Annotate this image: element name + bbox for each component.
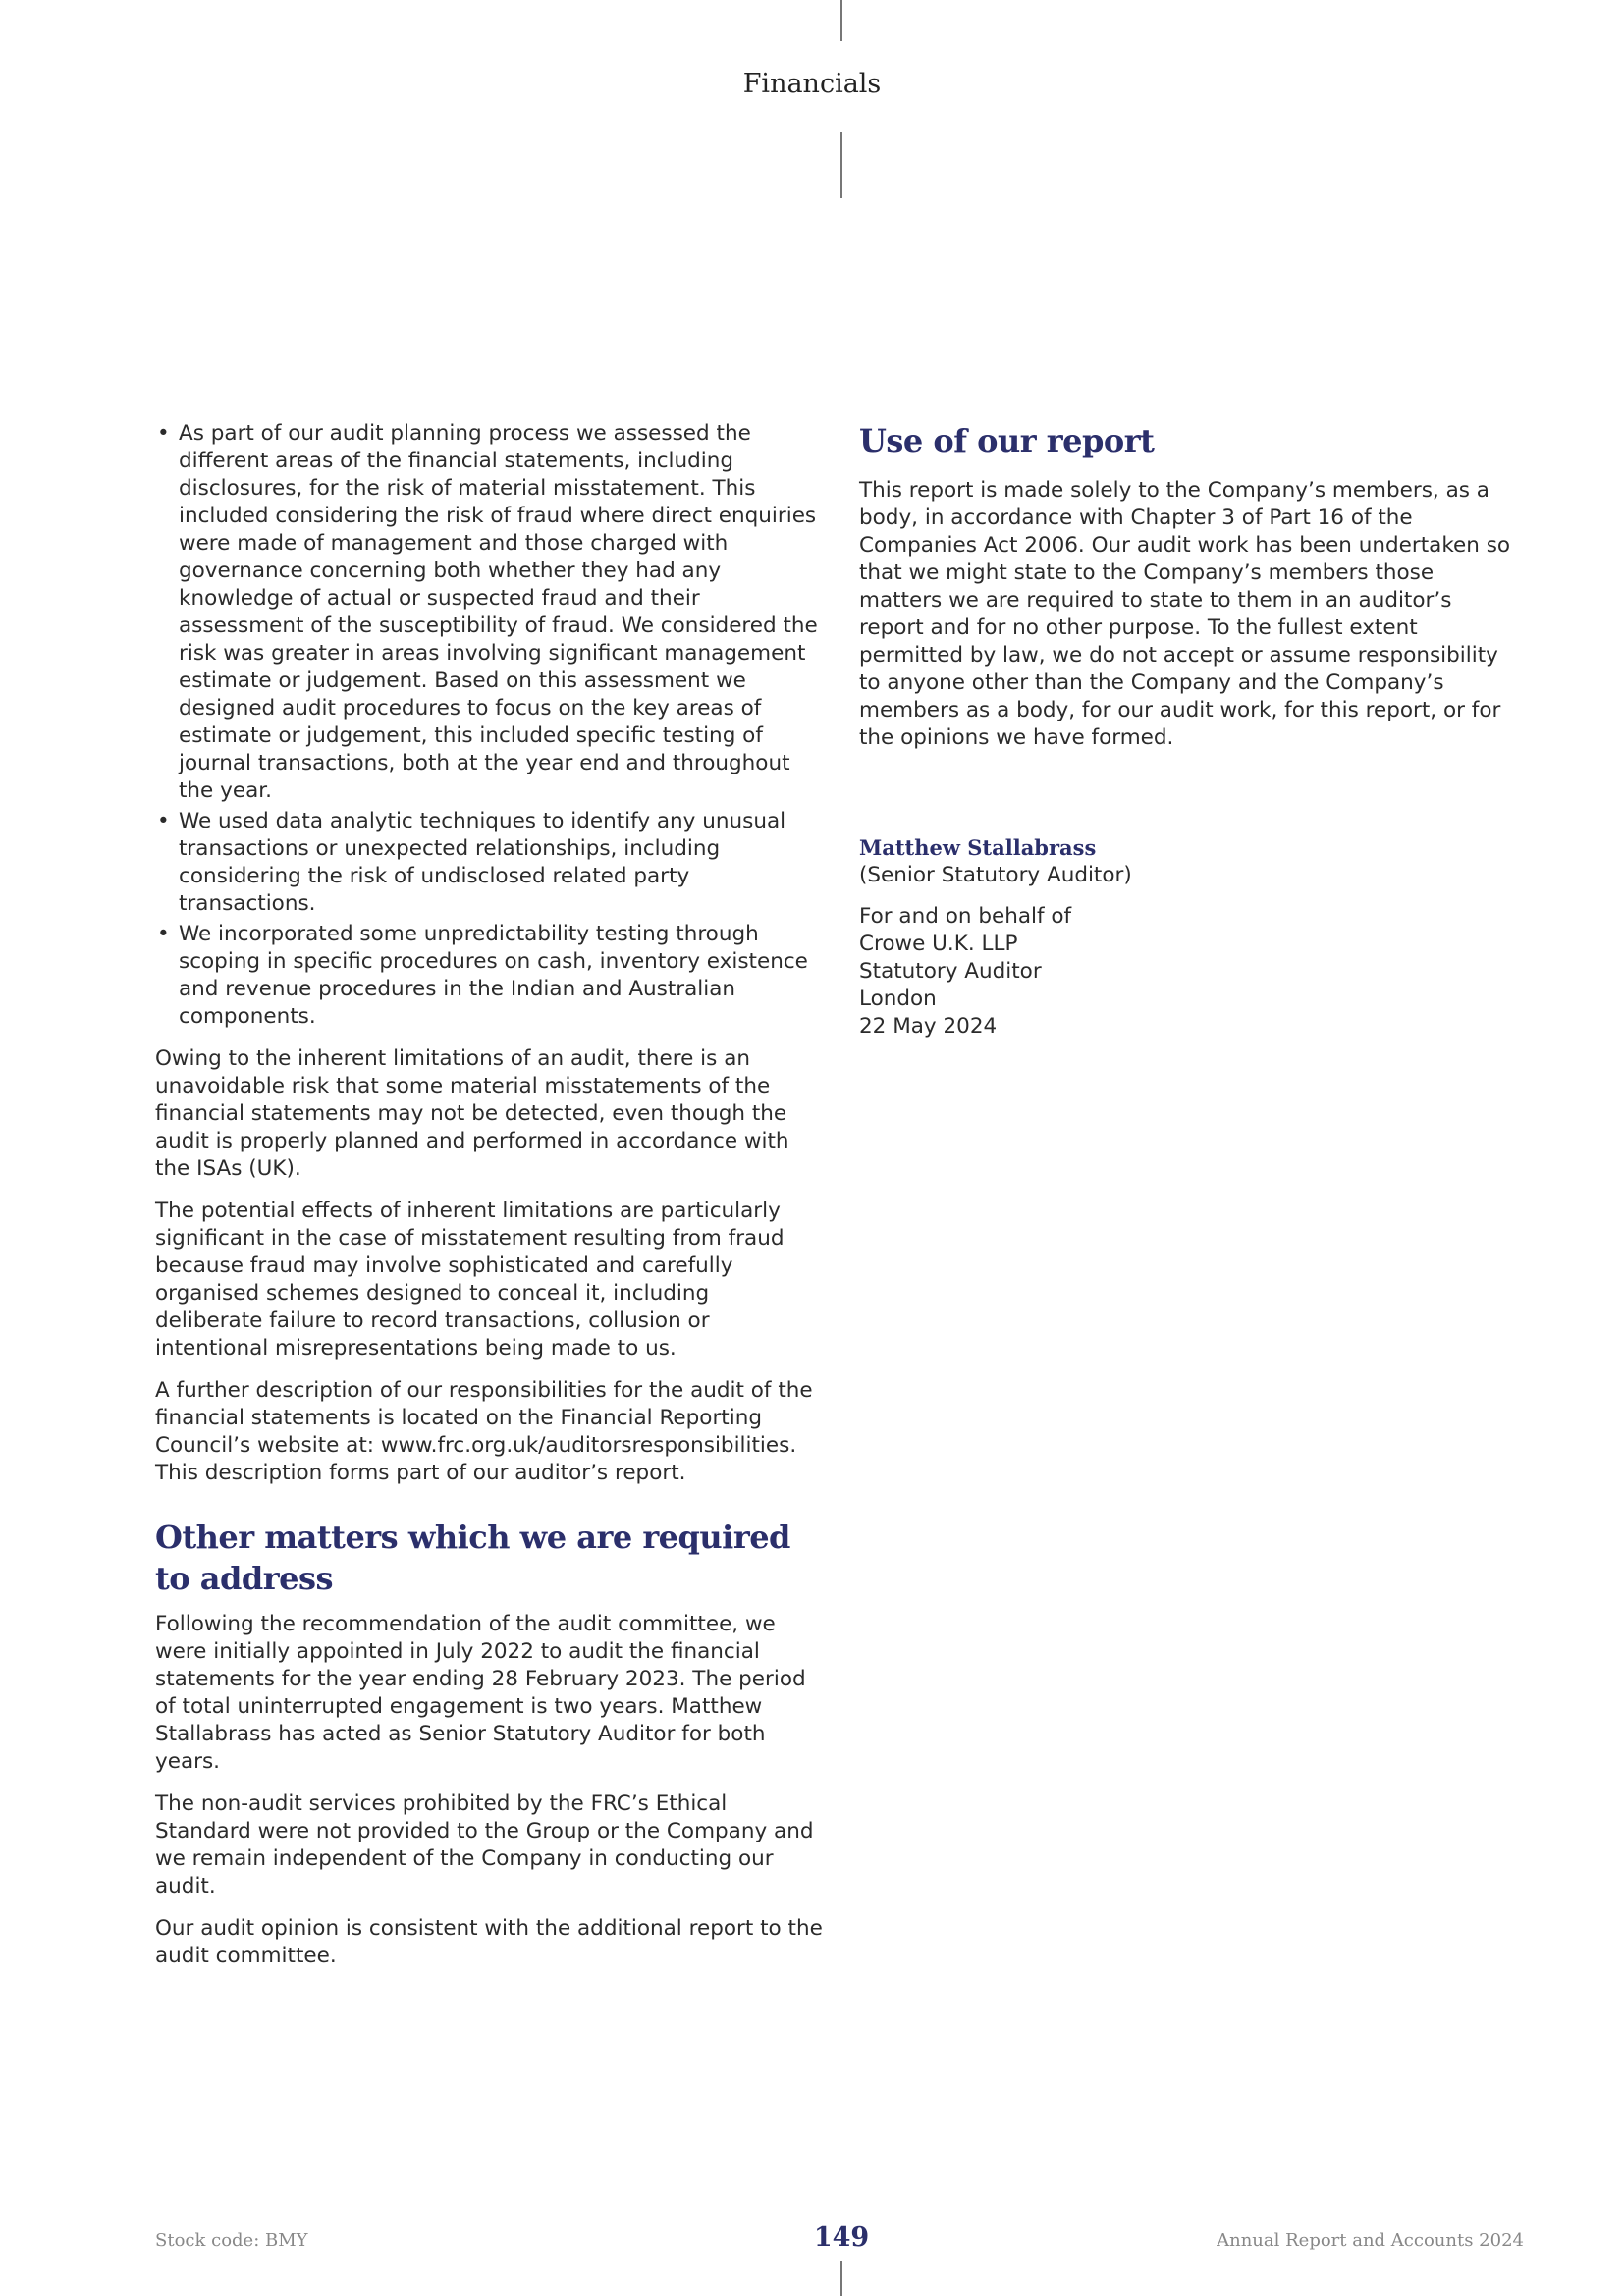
signature-line: London	[859, 987, 937, 1011]
list-item-text: We incorporated some unpredictability testing through scoping in specific procedures on cash, inventory existence and revenue procedures in the Indian and Australian components.	[179, 922, 808, 1029]
bullet-icon: •	[157, 421, 170, 446]
footer-stock-code: Stock code: BMY	[155, 2230, 308, 2251]
paragraph-inherent-limitations: Owing to the inherent limitations of an audit, there is an unavoidable risk that some material misstatements of the financial statements may not be detected, even though the audit is properly planned and performed in accordance with the ISAs (UK).	[155, 1046, 789, 1181]
signatory-role: (Senior Statutory Auditor)	[859, 863, 1132, 887]
list-item	[155, 808, 823, 918]
paragraph-audit-opinion: Our audit opinion is consistent with the additional report to the audit committee.	[155, 1916, 823, 1968]
signature-line: For and on behalf of	[859, 904, 1072, 929]
section-title: Financials	[742, 69, 882, 99]
bullet-icon: •	[157, 809, 170, 833]
signatory-name: Matthew Stallabrass	[859, 835, 1097, 860]
other-matters-heading: Other matters which we are required to address	[155, 1519, 790, 1597]
signature-line: Crowe U.K. LLP	[859, 932, 1018, 956]
paragraph-non-audit-services: The non-audit services prohibited by the FRC’s Ethical Standard were not provided to the Group or the Company and we remain independent of the Company in conducting our audit.	[155, 1791, 814, 1898]
list-item	[155, 420, 823, 805]
bottom-divider-line	[840, 2261, 842, 2296]
use-of-report-heading: Use of our report	[859, 422, 1155, 459]
list-item-text: As part of our audit planning process we assessed the different areas of the financial statements, including disclosures, for the risk of material misstatement. This included considering the risk of fraud where direct enquiries were made of management and those charged with governance concerning both whether they had any knowledge of actual or suspected fraud and their assessment of the susceptibility of fraud. We considered the risk was greater in areas involving significant management estimate or judgement. Based on this assessment we designed audit procedures to focus on the key areas of estimate or judgement, this included specific testing of journal transactions, both at the year end and throughout the year.	[179, 421, 818, 803]
left-column	[155, 420, 823, 1985]
paragraph-fraud-effects: The potential effects of inherent limitations are particularly significant in the case of misstatement resulting from fraud because fraud may involve sophisticated and carefully organised schemes designed to conceal it, including deliberate failure to record transactions, collusion or intentional misrepresentations being made to us.	[155, 1199, 785, 1361]
list-item	[155, 921, 823, 1031]
list-item-text: We used data analytic techniques to identify any unusual transactions or unexpected relationships, including considering the risk of undisclosed related party transactions.	[179, 809, 786, 916]
footer-report-name: Annual Report and Accounts 2024	[1217, 2230, 1524, 2251]
audit-procedures-list	[155, 420, 823, 1031]
signature-date: 22 May 2024	[859, 1014, 998, 1039]
right-column	[859, 420, 1517, 1041]
paragraph-further-description: A further description of our responsibilities for the audit of the financial statements is located on the Financial Reporting Council’s website at: www.frc.org.uk/auditorsresponsibilities. This description forms part of our auditor’s report.	[155, 1378, 813, 1485]
top-divider-line	[840, 0, 842, 41]
page-number: 149	[813, 2222, 870, 2253]
section-divider-line	[840, 132, 842, 198]
bullet-icon: •	[157, 922, 170, 946]
paragraph-appointment: Following the recommendation of the audit committee, we were initially appointed in July 2022 to audit the financial statements for the year ending 28 February 2023. The period of total uninterrupted engagement is two years. Matthew Stallabrass has acted as Senior Statutory Auditor for both years.	[155, 1612, 806, 1774]
signature-line: Statutory Auditor	[859, 959, 1042, 984]
paragraph-use-of-report: This report is made solely to the Company’s members, as a body, in accordance with Chapter 3 of Part 16 of the Companies Act 2006. Our audit work has been undertaken so that we might state to the Company’s members those matters we are required to state to them in an auditor’s report and for no other purpose. To the fullest extent permitted by law, we do not accept or assume responsibility to anyone other than the Company and the Company’s members as a body, for our audit work, for this report, or for the opinions we have formed.	[859, 478, 1511, 750]
